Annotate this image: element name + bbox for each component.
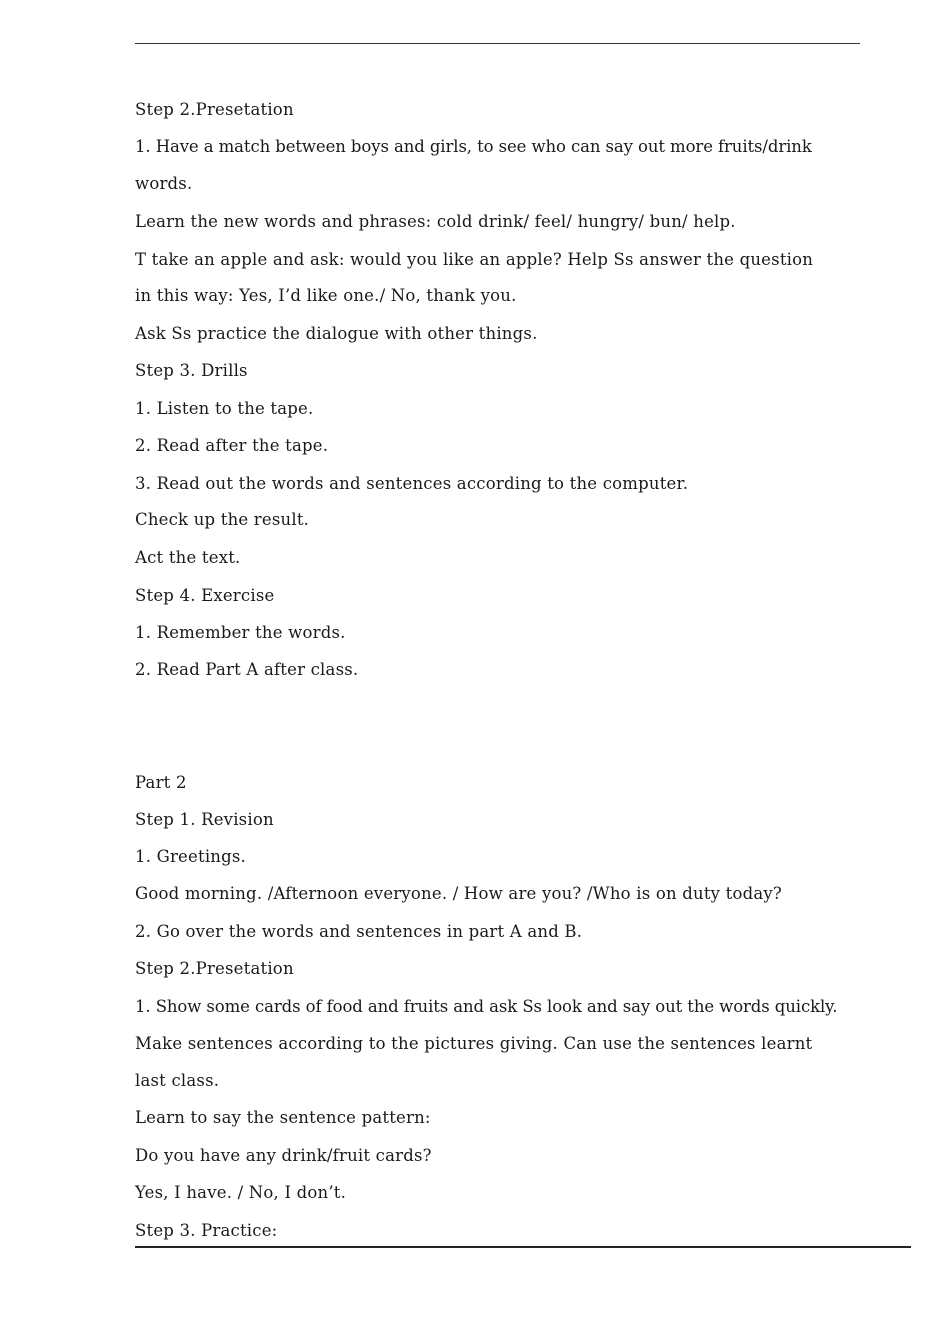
text-line: words.: [135, 174, 193, 193]
text-line: Do you have any drink/fruit cards?: [135, 1146, 432, 1165]
list-item: 1. Greetings.: [135, 847, 246, 866]
text-line: Make sentences according to the pictures giving. Can use the sentences learnt: [135, 1034, 813, 1053]
text-line: in this way: Yes, I’d like one./ No, thank you.: [135, 286, 517, 305]
list-item: 3. Read out the words and sentences according to the computer.: [135, 474, 689, 493]
text-line: Learn to say the sentence pattern:: [135, 1108, 431, 1127]
text-line: Act the text.: [135, 548, 241, 567]
list-item: 2. Read after the tape.: [135, 436, 329, 455]
step-heading: Step 3. Drills: [135, 361, 248, 380]
text-line: Learn the new words and phrases: cold drink/ feel/ hungry/ bun/ help.: [135, 212, 736, 231]
step-heading: Step 2.Presetation: [135, 959, 294, 978]
step-heading: Step 3. Practice:: [135, 1221, 278, 1240]
text-line: Ask Ss practice the dialogue with other things.: [135, 324, 538, 343]
footer-rule: [135, 1246, 911, 1248]
text-line: Check up the result.: [135, 510, 310, 529]
text-line: Yes, I have. / No, I don’t.: [135, 1183, 347, 1202]
list-item: 1. Show some cards of food and fruits and ask Ss look and say out the words quickly.: [135, 997, 838, 1016]
list-item: 2. Go over the words and sentences in part A and B.: [135, 922, 583, 941]
text-line: T take an apple and ask: would you like an apple? Help Ss answer the question: [135, 250, 814, 269]
text-line: 1. Have a match between boys and girls, to see who can say out more fruits/drink: [135, 137, 812, 156]
list-item: 2. Read Part A after class.: [135, 660, 359, 679]
text-line: Good morning. /Afternoon everyone. / How are you? /Who is on duty today?: [135, 884, 782, 903]
header-rule: [135, 43, 860, 44]
step-heading: Step 4. Exercise: [135, 586, 275, 605]
list-item: 1. Listen to the tape.: [135, 399, 314, 418]
step-heading: Step 2.Presetation: [135, 100, 294, 119]
step-heading: Step 1. Revision: [135, 810, 274, 829]
part-heading: Part 2: [135, 773, 187, 792]
text-line: last class.: [135, 1071, 220, 1090]
list-item: 1. Remember the words.: [135, 623, 346, 642]
